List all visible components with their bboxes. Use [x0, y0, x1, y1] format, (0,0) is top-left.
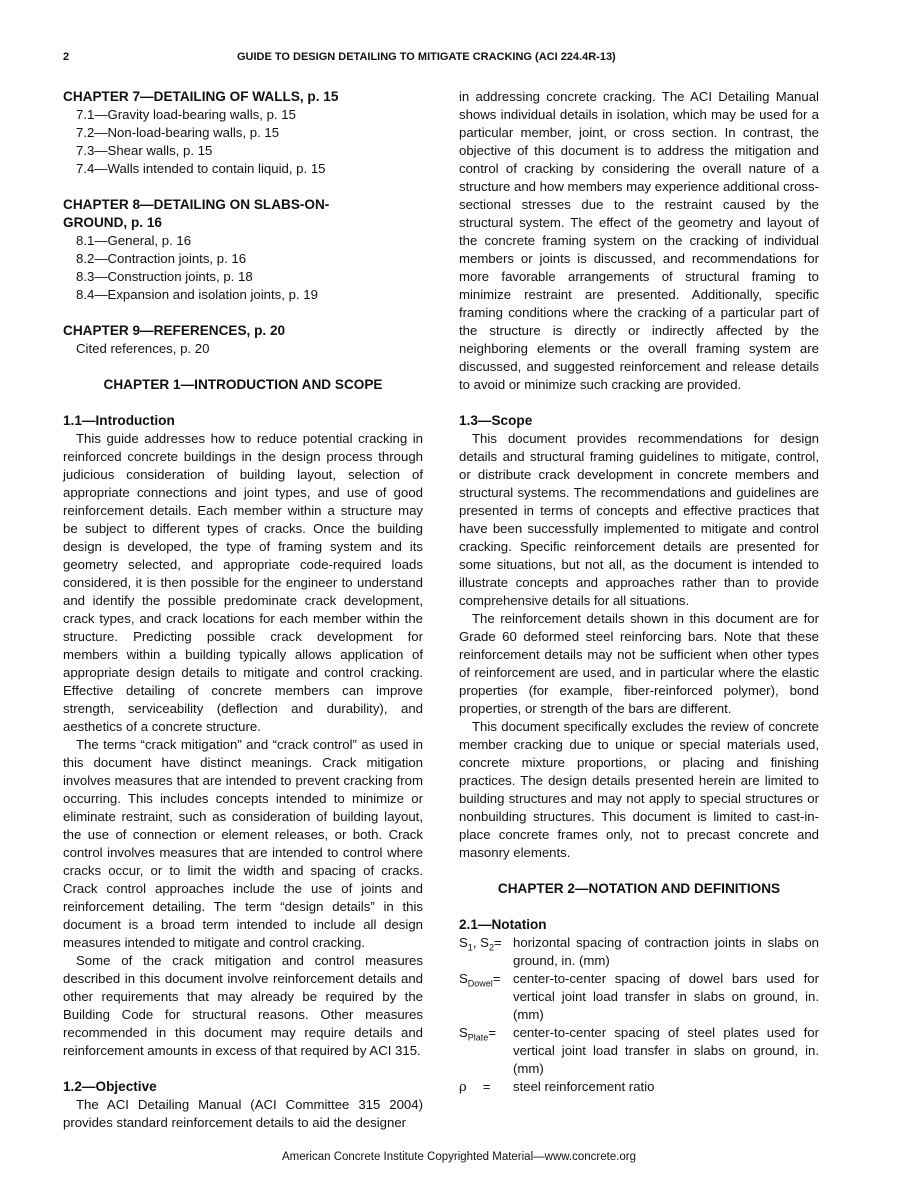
- notation-symbol: $S_1$, $S_2=$: [459, 935, 502, 953]
- section-1-1-heading: 1.1—Introduction: [63, 413, 175, 428]
- notation-definition: center-to-center spacing of dowel bars used for vertical joint load transfer in slabs on ground, in. (mm): [513, 971, 819, 1022]
- notation-entry: [459, 934, 819, 970]
- notation-entry: [459, 1078, 819, 1097]
- notation-definition: steel reinforcement ratio: [513, 1079, 655, 1094]
- paragraph-continued: in addressing concrete cracking. The ACI Detailing Manual shows individual details in isolation, which may be used for a particular member, joint, or cross section. In contrast, the objective of this document is to address the mitigation and control of cracking by considering the overall nature of a structure and how members may experience additional cross-sectional stresses due to the restraint caused by the structural system. The effect of the geometry and layout of the concrete framing system on the cracking of individual members or joints is discussed, and recommendations for more favorable arrangements of structural framing to minimize restraint are presented. Additionally, specific framing conditions where the cracking of a particular part of the structure is directly or indirectly affected by the neighboring elements or the overall framing system are discussed, and suggested reinforcement and release details to avoid or minimize such cracking are provided.: [459, 89, 819, 392]
- toc-item: 8.4—Expansion and isolation joints, p. 19: [76, 287, 318, 302]
- notation-entry: [459, 1024, 819, 1078]
- paragraph: This guide addresses how to reduce potential cracking in reinforced concrete buildings in the design process through judicious consideration of building layout, selection of appropriate connections and joint types, and use of good reinforcement details. Each member within a structure may be subject to different types of cracks. Once the building design is developed, the type of framing system and its geometry selected, and appropriate code-required loads considered, it is then possible for the engineer to understand and identify the possible predominate crack development, crack types, and crack locations for each member within the structure. Predicting possible crack development for members within a building typically allows application of appropriate design details to mitigate and control cracking. Effective detailing of concrete members can improve strength, serviceability (deflection and durability), and aesthetics of a concrete structure.: [63, 431, 423, 734]
- running-title: GUIDE TO DESIGN DETAILING TO MITIGATE CRACKING (ACI 224.4R-13): [237, 51, 616, 63]
- left-column: [63, 88, 423, 1132]
- copyright-footer: American Concrete Institute Copyrighted Material—www.concrete.org: [281, 1151, 637, 1163]
- notation-symbol: ρ =: [459, 1079, 491, 1095]
- notation-symbol: $S_{Dowel}=$: [459, 971, 501, 989]
- toc-item: 7.2—Non-load-bearing walls, p. 15: [76, 125, 280, 140]
- notation-symbol: $S_{Plate}=$: [459, 1025, 497, 1043]
- toc-item: 7.4—Walls intended to contain liquid, p. 15: [76, 161, 326, 176]
- toc-item: 7.1—Gravity load-bearing walls, p. 15: [76, 107, 296, 122]
- section-2-1-heading: 2.1—Notation: [459, 917, 547, 932]
- section-1-2-heading: 1.2—Objective: [63, 1079, 157, 1094]
- right-column: [459, 88, 819, 1097]
- paragraph: This document specifically excludes the review of concrete member cracking due to unique or special materials used, concrete mixture proportions, or placing and finishing practices. The design details presented herein are limited to building structures and may not apply to special structures or nonbuilding structures. This document is limited to cast-in-place concrete frames only, not to precast concrete and masonry elements.: [459, 719, 819, 860]
- section-1-3-heading: 1.3—Scope: [459, 413, 533, 428]
- page-number: 2: [63, 51, 70, 63]
- paragraph: This document provides recommendations for design details and structural framing guidelines to mitigate, control, or distribute crack development in concrete members and structural systems. The recommendations and guidelines are presented in terms of concepts and effective practices that have been successfully implemented to mitigate and control cracking. Specific reinforcement details are presented for some situations, but not all, as the document is intended to illustrate concepts and approaches rather than to provide comprehensive details for all situations.: [459, 431, 819, 608]
- notation-entry: [459, 970, 819, 1024]
- toc-item: 8.3—Construction joints, p. 18: [76, 269, 253, 284]
- running-header: [63, 51, 823, 69]
- paragraph: The terms “crack mitigation” and “crack control” as used in this document have distinct meanings. Crack mitigation involves measures that are intended to prevent cracking from occurring. This includes concepts intended to minimize or eliminate restraint, such as consideration of building layout, the use of connection or element releases, or both. Crack control involves measures that are intended to control where cracks occur, or to limit the width and spacing of cracks. Crack control approaches include the use of joints and reinforcement detailing. The term “design details” in this document is a broad term intended to include all design measures intended to mitigate and control cracking.: [63, 737, 423, 950]
- toc-item: 8.2—Contraction joints, p. 16: [76, 251, 247, 266]
- paragraph: The ACI Detailing Manual (ACI Committee 315 2004) provides standard reinforcement details to aid the designer: [63, 1097, 423, 1130]
- paragraph: Some of the crack mitigation and control measures described in this document involve reinforcement details and other requirements that may already be required by the Building Code for structural reasons. Other measures recommended in this document may require details and reinforcement amounts in excess of that required by ACI 315.: [63, 953, 423, 1058]
- toc-chapter-7: CHAPTER 7—DETAILING OF WALLS, p. 15: [63, 89, 339, 104]
- notation-definition: center-to-center spacing of steel plates used for vertical joint load transfer in slabs on ground, in. (mm): [513, 1025, 819, 1076]
- toc-chapter-8-line2: GROUND, p. 16: [63, 215, 162, 230]
- toc-item: 8.1—General, p. 16: [76, 233, 192, 248]
- toc-item: 7.3—Shear walls, p. 15: [76, 143, 213, 158]
- toc-chapter-8-line1: CHAPTER 8—DETAILING ON SLABS-ON-: [63, 197, 330, 212]
- notation-definition: horizontal spacing of contraction joints in slabs on ground, in. (mm): [513, 935, 819, 968]
- chapter-2-title: CHAPTER 2—NOTATION AND DEFINITIONS: [497, 881, 781, 896]
- toc-chapter-9: CHAPTER 9—REFERENCES, p. 20: [63, 323, 286, 338]
- paragraph: The reinforcement details shown in this document are for Grade 60 deformed steel reinforcing bars. Note that these reinforcement details may not be sufficient when other types of reinforcement are used, and in particular where the elastic properties (for example, fiber-reinforced polymer), bond properties, or strength of the bars are different.: [459, 611, 819, 716]
- toc-item: Cited references, p. 20: [76, 341, 210, 356]
- chapter-1-title: CHAPTER 1—INTRODUCTION AND SCOPE: [103, 377, 383, 392]
